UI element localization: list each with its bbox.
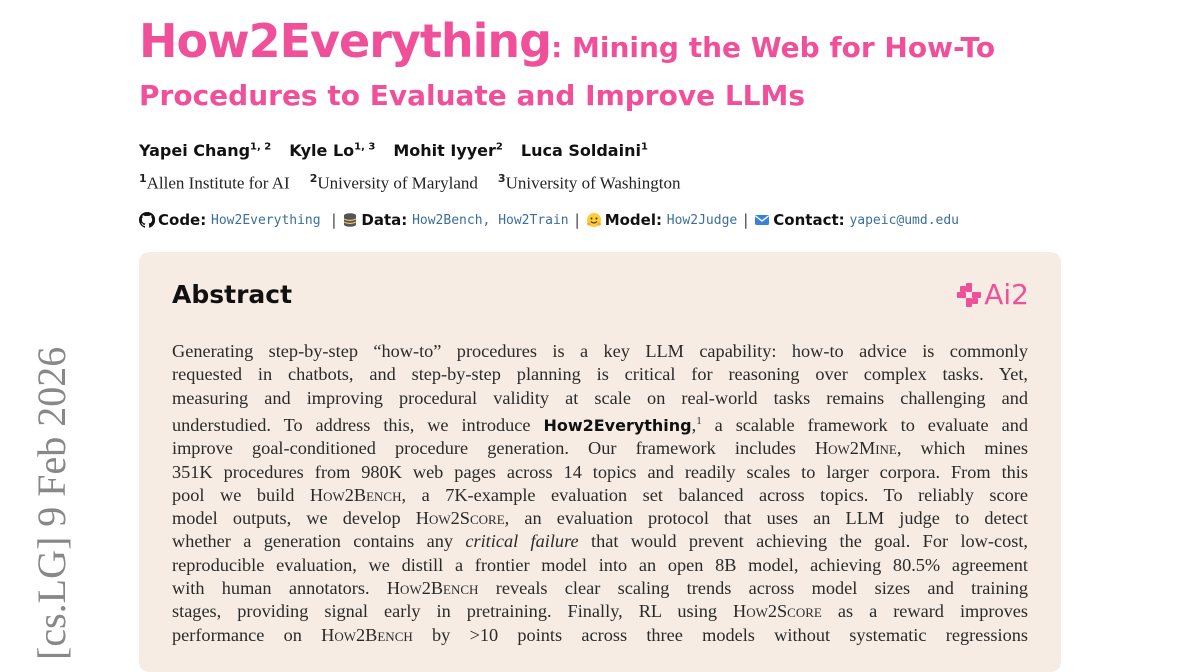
abstract-line: performance on How2Bench by >10 points across three models without systematic regressions <box>172 624 1028 645</box>
affiliation: $^2$University of Maryland <box>309 172 478 193</box>
abstract-line: measuring and improving procedural validity at scale on real-world tasks remains challenging and <box>172 387 1028 408</box>
code-label: Code: <box>158 211 207 229</box>
contact-email-link[interactable]: yapeic@umd.edu <box>849 212 960 228</box>
author: Mohit Iyyer$^2$ <box>393 141 503 160</box>
database-icon <box>342 212 358 228</box>
author: Kyle Lo$^{1, 3}$ <box>289 141 376 160</box>
ai2-logo-icon <box>956 282 982 308</box>
affiliation: $^3$University of Washington <box>497 172 681 193</box>
title-subtitle-part2: Procedures to Evaluate and Improve LLMs <box>139 79 806 112</box>
model-label: Model: <box>604 211 662 229</box>
separator: | <box>574 211 580 229</box>
resource-links <box>139 211 959 229</box>
abstract-line: with human annotators. How2Bench reveals clear scaling trends across model sizes and training <box>172 578 1028 599</box>
data-label: Data: <box>361 211 408 229</box>
abstract-line: reproducible evaluation, we distill a frontier model into an open 8B model, achieving 80.5% agreement <box>172 554 1028 575</box>
abstract-line: Generating step-by-step “how-to” procedures is a key LLM capability: how-to advice is commonly <box>172 341 1028 361</box>
affiliation-list <box>139 172 680 194</box>
author: Luca Soldaini$^1$ <box>520 141 648 160</box>
abstract-line: requested in chatbots, and step-by-step planning is critical for reasoning over complex tasks. Yet, <box>172 364 1028 385</box>
title-subtitle-part1: : Mining the Web for How-To <box>551 31 996 64</box>
author: Yapei Chang$^{1, 2}$ <box>139 141 272 160</box>
mail-icon <box>754 212 770 228</box>
title-main: How2Everything <box>139 14 552 68</box>
abstract-line: pool we build How2Bench, a 7K-example evaluation set balanced across topics. To reliably score <box>172 484 1028 505</box>
github-icon <box>139 212 155 228</box>
abstract-line: 351K procedures from 980K web pages across 14 topics and readily scales to larger corpora. From this <box>172 461 1028 482</box>
data-link-how2train[interactable]: How2Train <box>498 212 569 228</box>
affiliation: $^1$Allen Institute for AI <box>139 172 290 193</box>
ai2-logo-text: Ai2 <box>984 278 1029 311</box>
abstract-box <box>139 252 1061 672</box>
separator: | <box>743 211 749 229</box>
abstract-line: understudied. To address this, we introduce How2Everything,$^1$ a scalable framework to evaluate and <box>172 414 1028 435</box>
abstract-line: improve goal-conditioned procedure generation. Our framework includes How2Mine, which mines <box>172 438 1028 459</box>
abstract-line: stages, providing signal early in pretraining. Finally, RL using How2Score as a reward improves <box>172 601 1028 622</box>
author-list <box>139 141 648 160</box>
hugging-face-icon <box>586 212 602 228</box>
code-link[interactable]: How2Everything <box>211 212 321 228</box>
abstract-line: model outputs, we develop How2Score, an evaluation protocol that uses an LLM judge to detect <box>172 508 1028 529</box>
model-link[interactable]: How2Judge <box>666 212 738 228</box>
ai2-logo <box>956 278 1029 311</box>
abstract-line: whether a generation contains any critical failure that would prevent achieving the goal. For low-cost, <box>172 531 1028 552</box>
arxiv-sidebar-stamp: [cs.LG] 9 Feb 2026 <box>29 346 74 660</box>
abstract-text <box>172 340 1028 647</box>
paper-title <box>139 12 1099 120</box>
abstract-heading: Abstract <box>172 280 293 309</box>
separator: | <box>326 211 337 229</box>
data-link-how2bench[interactable]: How2Bench <box>412 212 483 228</box>
contact-label: Contact: <box>773 211 845 229</box>
comma: , <box>482 212 499 228</box>
